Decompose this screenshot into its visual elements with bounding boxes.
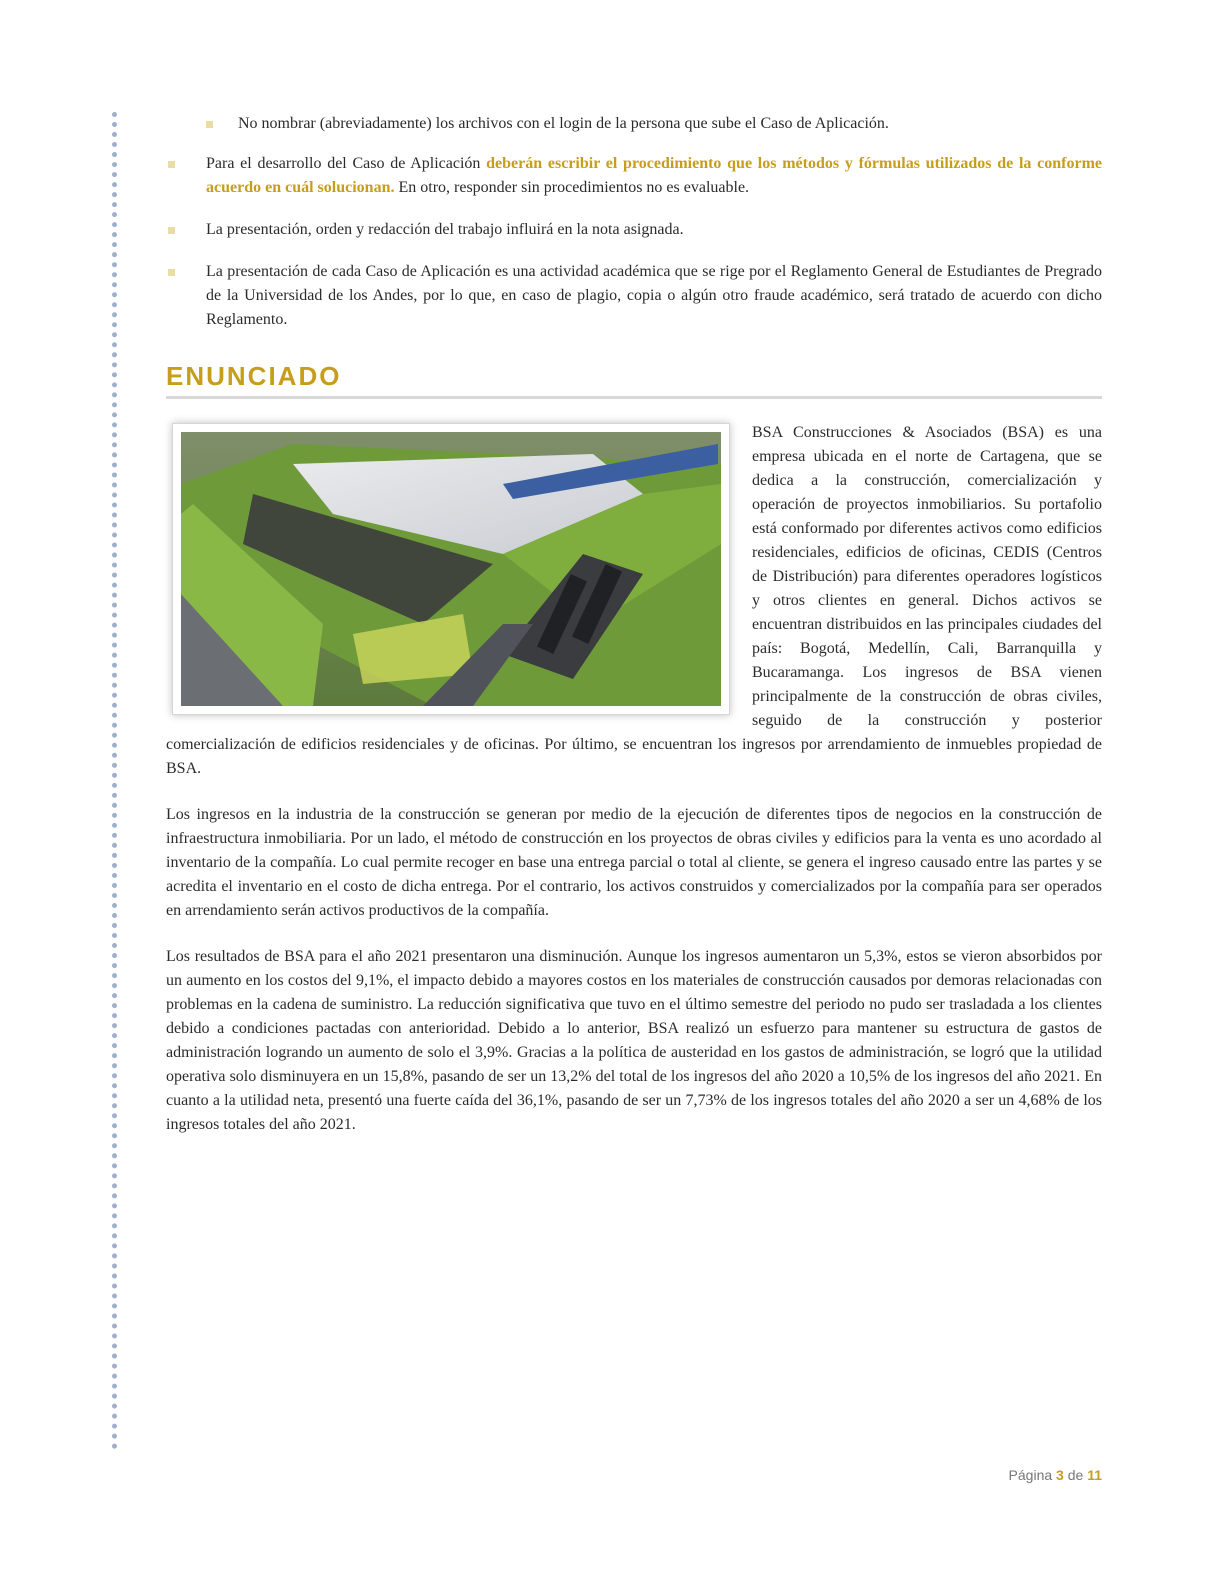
list-item [166, 152, 1102, 200]
list-item-text: La presentación, orden y redacción del trabajo influirá en la nota asignada. [206, 221, 684, 238]
bullet-marker-icon [206, 121, 213, 128]
bullet-marker-icon [168, 161, 175, 168]
list-item-text: La presentación de cada Caso de Aplicación es una actividad académica que se rige por el Reglamento General de Estudiantes de Pregrado de la Universidad de los Andes, por lo que, en caso de plagio, copia o algún otro fraude académico, será tratado de acuerdo con dicho Reglamento. [206, 263, 1102, 328]
paragraph: Los ingresos en la industria de la construcción se generan por medio de la ejecución de diferentes tipos de negocios en la construcción de infraestructura inmobiliaria. Por un lado, el método de construcción en los proyectos de obras civiles y edificios para la venta es uno acordado al inventario de la compañía. Lo cual permite recoger en base una entrega parcial o total al cliente, se genera el ingreso causado entre las partes y se acredita el inventario en el costo de dicha entrega. Por el contrario, los activos construidos y comercializados por la compañía para ser operados en arrendamiento serán activos productivos de la compañía. [166, 806, 1102, 919]
list-item [166, 260, 1102, 332]
paragraph: BSA Construcciones & Asociados (BSA) es una empresa ubicada en el norte de Cartagena, que se dedica a la construcción, comercialización y operación de proyectos inmobiliarios. Su portafolio está conformado por diferentes activos como edificios residenciales, edificios de oficinas, CEDIS (Centros de Distribución) para diferentes operadores logísticos y otros clientes en general. Dichos activos se encuentran distribuidos en las principales ciudades del país: Bogotá, Medellín, Cali, Barranquilla y Bucaramanga. Los ingresos de BSA vienen principalmente de la construcción de obras civiles, seguido de la construcción y posterior comercialización de edificios residenciales y de oficinas. Por último, se encuentran los ingresos por arrendamiento de inmuebles propiedad de BSA. [166, 424, 1102, 777]
footer-total-pages: 11 [1087, 1467, 1102, 1483]
instructions-list [166, 112, 1102, 332]
highlighted-text: deberán escribir el procedimiento que los métodos y fórmulas utilizados de la conforme acuerdo en cuál solucionan. [206, 155, 1102, 196]
list-item-text: En otro, responder sin procedimientos no es evaluable. [394, 179, 750, 196]
aerial-warehouse-photo [172, 423, 730, 715]
list-item [166, 218, 1102, 242]
list-item [166, 112, 1102, 136]
page-footer [1009, 1463, 1102, 1487]
footer-page-number: 3 [1056, 1467, 1064, 1483]
footer-separator: de [1063, 1467, 1088, 1483]
document-body [166, 112, 1102, 1159]
footer-prefix: Página [1008, 1467, 1057, 1483]
paragraph: Los resultados de BSA para el año 2021 presentaron una disminución. Aunque los ingresos aumentaron un 5,3%, estos se vieron absorbidos por un aumento en los costos del 9,1%, el impacto debido a mayores costos en los materiales de construcción causados por demoras relacionadas con problemas en la cadena de suministro. La reducción significativa que tuvo en el último semestre del periodo no pudo ser trasladada a los clientes debido a condiciones pactadas con anterioridad. Debido a lo anterior, BSA realizó un esfuerzo para mantener su estructura de gastos de administración logrando un aumento de solo el 3,9%. Gracias a la política de austeridad en los gastos de administración, se logró que la utilidad operativa solo disminuyera en un 15,8%, pasando de ser un 13,2% del total de los ingresos del año 2020 a 10,5% de los ingresos del año 2021. En cuanto a la utilidad neta, presentó una fuerte caída del 36,1%, pasando de ser un 7,73% de los ingresos totales del año 2020 a ser un 4,68% de los ingresos totales del año 2021. [166, 948, 1102, 1133]
list-item-text: Para el desarrollo del Caso de Aplicación [206, 155, 487, 172]
section-title: ENUNCIADO [166, 360, 1102, 399]
bullet-marker-icon [168, 269, 175, 276]
list-item-text: No nombrar (abreviadamente) los archivos con el login de la persona que sube el Caso de Aplicación. [238, 115, 889, 132]
bullet-marker-icon [168, 227, 175, 234]
left-dotted-rule [112, 112, 117, 1450]
